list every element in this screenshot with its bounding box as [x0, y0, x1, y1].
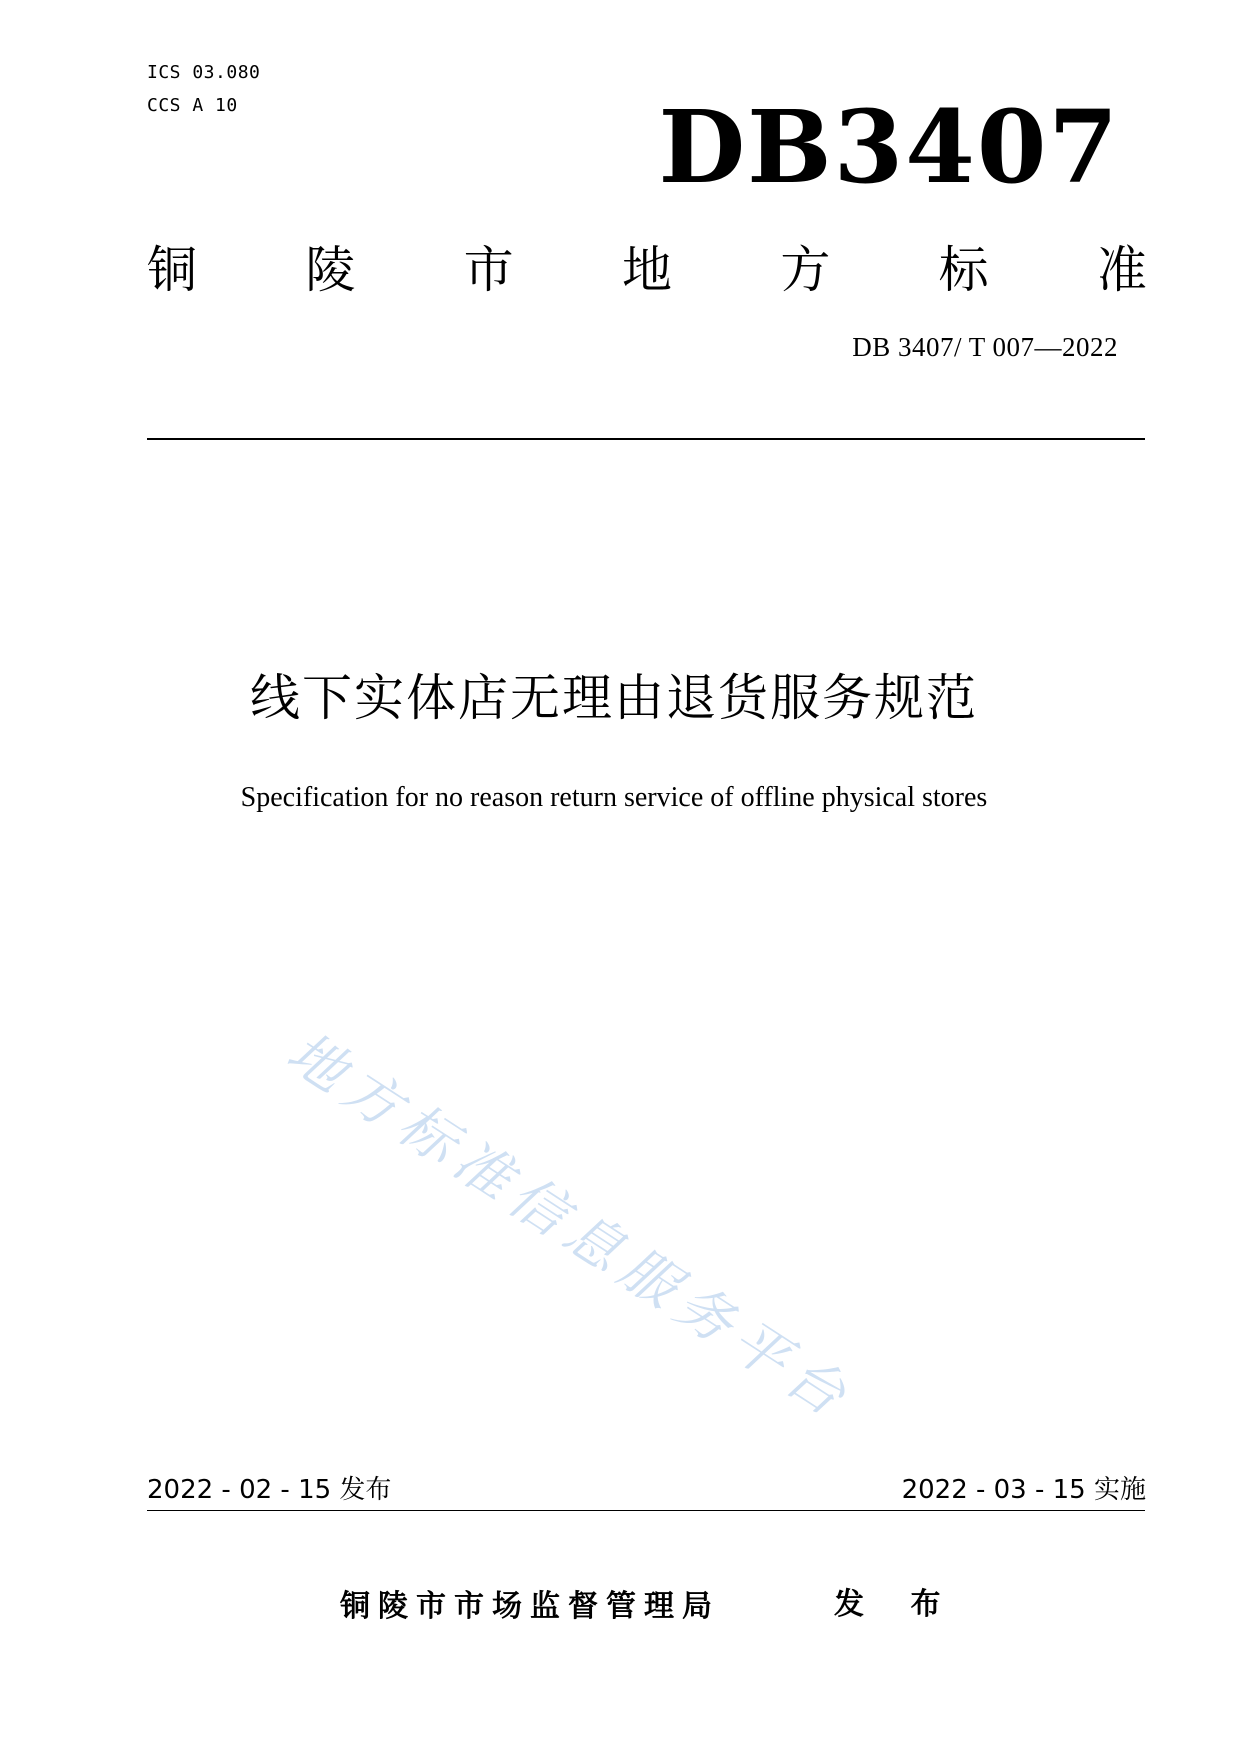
implementation-date: 2022 - 03 - 15 实施	[901, 1475, 1146, 1505]
header-divider	[147, 438, 1145, 440]
ccs-code: CCS A 10	[147, 95, 238, 116]
ics-code: ICS 03.080	[147, 62, 261, 83]
standard-type-char: 准	[1096, 241, 1147, 299]
issue-date: 2022 - 02 - 15 发布	[147, 1475, 392, 1505]
standard-type-char: 市	[463, 241, 514, 299]
title-en-text: Specification for no reason return service of offline physical stores	[240, 782, 988, 813]
standard-type-char: 铜	[147, 241, 197, 299]
watermark: 地方标准信息服务平台	[275, 1019, 865, 1434]
standard-type-char: 标	[938, 241, 989, 299]
footer-divider	[147, 1510, 1145, 1511]
standard-code-logo: DB3407	[658, 88, 1120, 206]
document-title-en	[0, 780, 1241, 816]
publish-label: 发 布	[834, 1587, 959, 1622]
standard-number: DB 3407/ T 007—2022	[852, 332, 1118, 362]
standard-type-char: 地	[621, 241, 672, 299]
standard-type-char: 陵	[305, 241, 356, 299]
standard-type-heading	[147, 238, 1147, 302]
document-title-cn	[0, 663, 1241, 733]
publisher-name: 铜陵市市场监督管理局	[340, 1589, 720, 1624]
standard-type-char: 方	[780, 241, 831, 299]
title-cn-text: 线下实体店无理由退货服务规范	[250, 669, 978, 727]
